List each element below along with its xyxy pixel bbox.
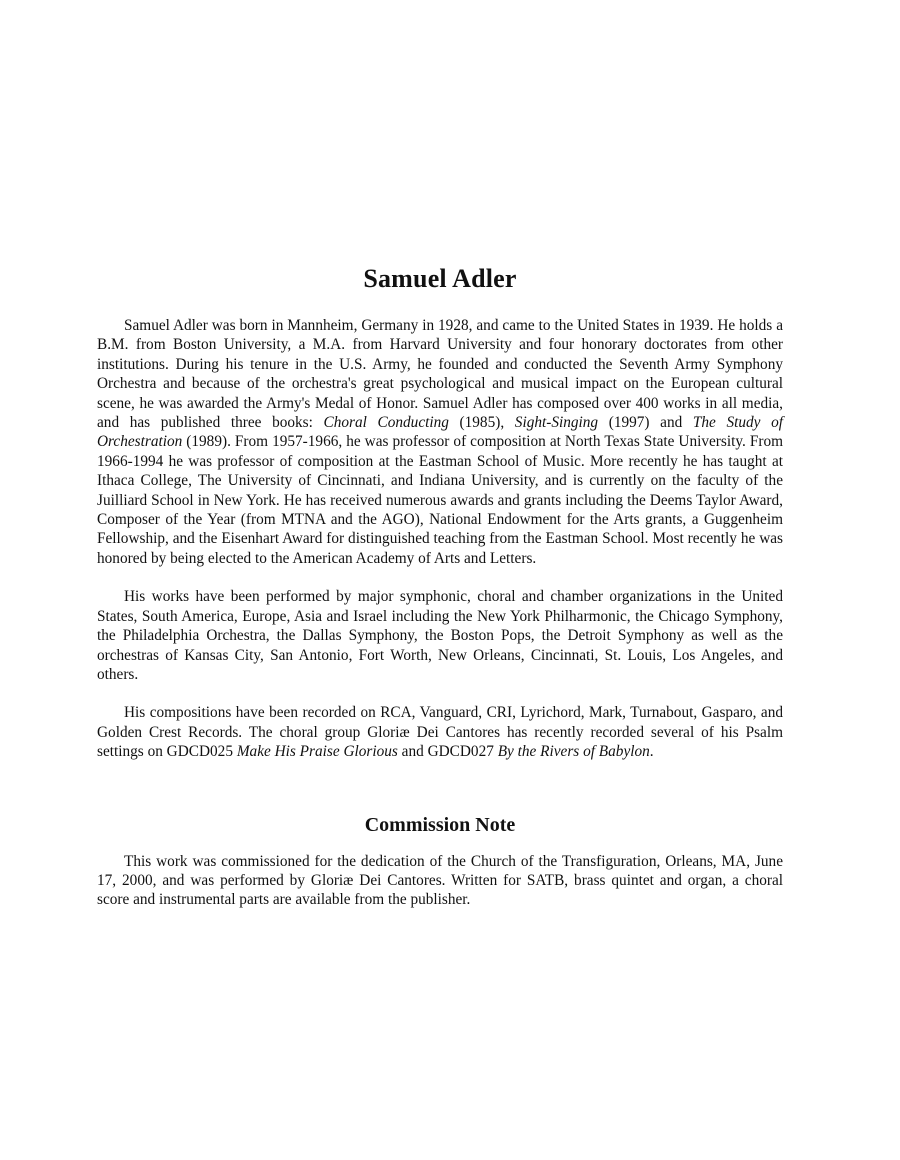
book-title-choral-conducting: Choral Conducting [323,414,449,432]
bio-p3-text-a: His compositions have been recorded on RCA, Vanguard, CRI, Lyrichord, Mark, Turnabout, Gasparo, and Golden Crest Records. The choral group Gloriæ Dei Cantores has recently recorded several of his Psalm settings on GDCD025 [97,704,783,761]
commission-paragraph: This work was commissioned for the dedication of the Church of the Transfiguration, Orleans, MA, June 17, 2000, and was performed by Gloriæ Dei Cantores. Written for SATB, brass quintet and organ, a choral score and instrumental parts are available from the publisher. [97,852,783,909]
bio-paragraph-3 [97,703,783,761]
book-title-study-of-orchestration: The Study of Orchestration [97,414,783,451]
album-title-praise-glorious: Make His Praise Glorious [236,743,398,761]
album-title-rivers-of-babylon: By the Rivers of Babylon [497,743,650,761]
bio-p1-text-d: (1989). From 1957-1966, he was professor of composition at North Texas State University. From 1966-1994 he was professor of composition at the Eastman School of Music. More recently he has taught at Ithaca College, The University of Cincinnati, and Indiana University, and is currently on the faculty of the Juilliard School in New York. He has received numerous awards and grants including the Deems Taylor Award, Composer of the Year (from MTNA and the AGO), National Endowment for the Arts grants, a Guggenheim Fellowship, and the Eisenhart Award for distinguished teaching from the Eastman School. Most recently he was honored by being elected to the American Academy of Arts and Letters. [97,433,783,567]
bio-p1-text-a: Samuel Adler was born in Mannheim, Germany in 1928, and came to the United States in 1939. He holds a B.M. from Boston University, a M.A. from Harvard University and four honorary doctorates from other institutions. During his tenure in the U.S. Army, he founded and conducted the Seventh Army Symphony Orchestra and because of the orchestra's great psychological and musical impact on the European cultural scene, he was awarded the Army's Medal of Honor. Samuel Adler has composed over 400 works in all media, and has published three books: [97,317,783,432]
document-page [97,262,783,929]
bio-paragraph-1 [97,316,783,568]
page-title: Samuel Adler [363,264,517,293]
bio-paragraph-2: His works have been performed by major symphonic, choral and chamber organizations in the United States, South America, Europe, Asia and Israel including the New York Philharmonic, the Chicago Symphony, the Philadelphia Orchestra, the Dallas Symphony, the Boston Pops, the Detroit Symphony as well as the orchestras of Kansas City, San Antonio, Fort Worth, New Orleans, Cincinnati, St. Louis, Los Angeles, and others. [97,588,783,683]
bio-p1-text-b: (1985), [448,414,515,432]
bio-p3-text-c: . [649,743,654,761]
book-title-sight-singing: Sight-Singing [514,414,599,432]
bio-p1-text-c: (1997) and [598,414,693,432]
bio-p3-text-b: and GDCD027 [397,743,498,761]
section-title-commission: Commission Note [364,813,516,836]
